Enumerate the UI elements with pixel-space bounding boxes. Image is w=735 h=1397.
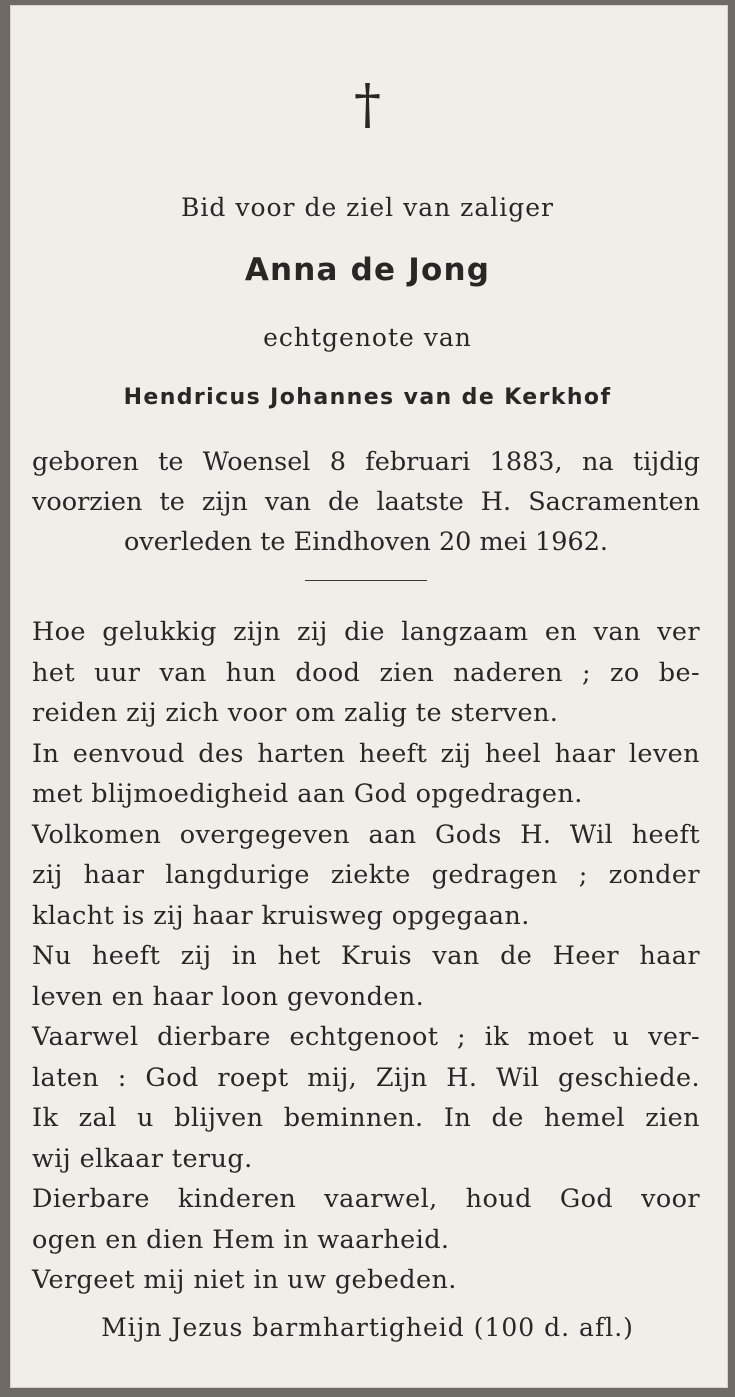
text-line: ogen en dien Hem in waarheid. [32, 1224, 450, 1255]
memorial-text [32, 612, 700, 1301]
bio-line-death: overleden te Eindhoven 20 mei 1962. [123, 527, 609, 557]
biography [32, 442, 700, 562]
deceased-name: Anna de Jong [244, 252, 491, 288]
text-line: zij haar langdurige ziekte gedragen ; zonder [32, 860, 700, 890]
spouse-label: echtgenote van [263, 323, 472, 352]
text-line: Volkomen overgegeven aan Gods H. Wil heeft [32, 819, 700, 850]
text-line: het uur van hun dood zien naderen ; zo be- [32, 657, 700, 688]
closing-prayer: Mijn Jezus barmhartigheid (100 d. afl.) [101, 1313, 634, 1342]
bio-line-birth: geboren te Woensel 8 februari 1883, na tijdig [32, 447, 700, 477]
text-line: Dierbare kinderen vaarwel, houd God voor [32, 1184, 700, 1214]
divider [305, 580, 427, 581]
text-line: Nu heeft zij in het Kruis van de Heer haar [32, 941, 700, 971]
spouse-name: Hendricus Johannes van de Kerkhof [123, 385, 612, 410]
bio-line-sacraments: voorzien te zijn van de laatste H. Sacramenten [32, 487, 700, 517]
text-line: reiden zij zich voor om zalig te sterven. [32, 698, 559, 728]
text-line: laten : God roept mij, Zijn H. Wil geschiede. [32, 1062, 700, 1093]
text-line: Hoe gelukkig zijn zij die langzaam en van ver [32, 617, 700, 647]
text-line: met blijmoedigheid aan God opgedragen. [32, 779, 583, 809]
text-line: wij elkaar terug. [32, 1143, 253, 1174]
text-line: In eenvoud des harten heeft zij heel haar leven [32, 738, 700, 769]
intro-text: Bid voor de ziel van zaliger [181, 193, 554, 222]
text-line: leven en haar loon gevonden. [32, 981, 425, 1012]
text-line: klacht is zij haar kruisweg opgegaan. [32, 900, 530, 931]
text-line: Vaarwel dierbare echtgenoot ; ik moet u ver- [32, 1022, 700, 1052]
text-line: Ik zal u blijven beminnen. In de hemel zien [32, 1103, 700, 1133]
cross-icon: † [354, 73, 381, 136]
text-line: Vergeet mij niet in uw gebeden. [32, 1265, 457, 1295]
